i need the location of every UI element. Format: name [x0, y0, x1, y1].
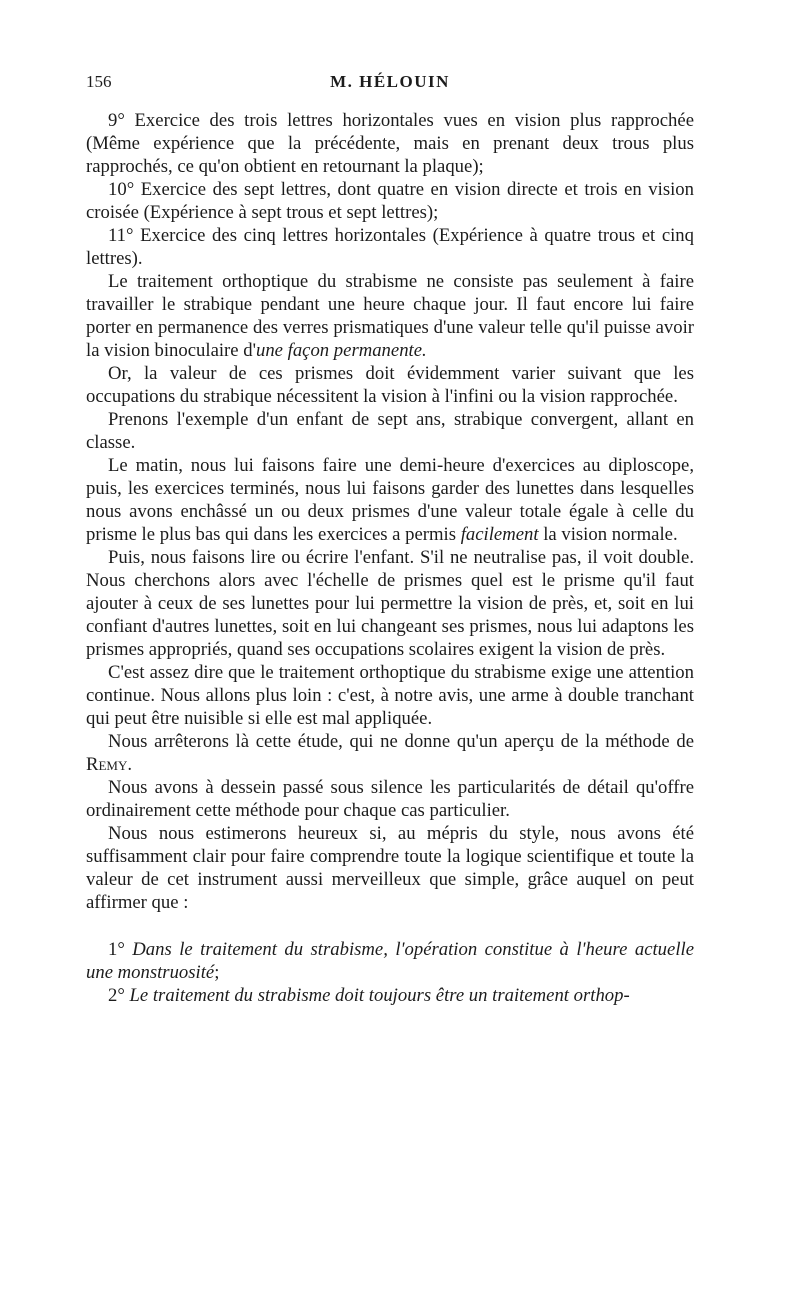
- italic-text: facilement: [460, 524, 539, 545]
- italic-text: Le traitement du strabisme doit toujours être un traitement orthop-: [129, 985, 630, 1006]
- paragraph-reading: Puis, nous faisons lire ou écrire l'enfant. S'il ne neutralise pas, il voit double. Nous cherchons alors avec l'échelle de prismes quel est le prisme qu'il faut ajouter à ceux de ses lunettes pour lui permettre la vision de près, et, soit en lui confiant d'autres lunettes, soit en lui changeant ses prismes, nous lui adaptons les prismes appropriés, quand ses occupations scolaires exigent la vision de près.: [86, 547, 694, 660]
- conclusion-point-2: [86, 984, 694, 1007]
- paragraph-treatment: [86, 270, 694, 362]
- paragraph-morning: [86, 454, 694, 546]
- paragraph-exercise-9: 9° Exercice des trois lettres horizontales vues en vision plus rapprochée (Même expérience que la précédente, mais en prenant deux trous plus rapprochés, ce qu'on obtient en retournant la plaque);: [86, 110, 694, 177]
- paragraph-conclusion: [86, 730, 694, 776]
- author-name: Remy: [86, 754, 128, 775]
- paragraph-exercise-10: 10° Exercice des sept lettres, dont quatre en vision directe et trois en vision croisée (Expérience à sept trous et sept lettres);: [86, 179, 694, 223]
- paragraph-hope: Nous nous estimerons heureux si, au mépris du style, nous avons été suffisamment clair pour faire comprendre toute la logique scientifique et toute la valeur de cet instrument aussi merveilleux que simple, grâce auquel on peut affirmer que :: [86, 823, 694, 913]
- list-number: 2°: [108, 985, 130, 1006]
- paragraph-text: Nous arrêterons là cette étude, qui ne donne qu'un aperçu de la méthode de: [108, 731, 694, 752]
- running-header: [86, 72, 694, 100]
- paragraph-text: ;: [214, 962, 220, 983]
- italic-text: Dans le traitement du strabisme, l'opération constitue à l'heure actuelle une monstruosité: [86, 939, 694, 983]
- paragraph-text: Le matin, nous lui faisons faire une demi-heure d'exercices au diploscope, puis, les exercices terminés, nous lui faisons garder des lunettes dans lesquelles nous avons enchâssé un ou deux prismes d'une valeur totale égale à celle du prisme le plus bas qui dans les exercices a permis: [86, 455, 694, 545]
- paragraph-prisms: Or, la valeur de ces prismes doit évidemment varier suivant que les occupations du strabique nécessitent la vision à l'infini ou la vision rapprochée.: [86, 363, 694, 407]
- body-text: [86, 109, 694, 1007]
- paragraph-example: Prenons l'exemple d'un enfant de sept ans, strabique convergent, allant en classe.: [86, 409, 694, 453]
- list-number: 1°: [108, 939, 133, 960]
- paragraph-text: Le traitement orthoptique du strabisme ne consiste pas seulement à faire travailler le strabique pendant une heure chaque jour. Il faut encore lui faire porter en permanence des verres prismatiques d'une valeur telle qu'il puisse avoir la vision binoculaire d': [86, 271, 694, 361]
- paragraph-silence: Nous avons à dessein passé sous silence les particularités de détail qu'offre ordinairement cette méthode pour chaque cas particulier.: [86, 777, 694, 821]
- paragraph-exercise-11: 11° Exercice des cinq lettres horizontales (Expérience à quatre trous et cinq lettres).: [86, 225, 694, 269]
- paragraph-text: la vision normale.: [538, 524, 678, 545]
- running-title: M. HÉLOUIN: [330, 72, 450, 91]
- page-number: 156: [86, 72, 112, 91]
- italic-text: une façon permanente.: [255, 340, 427, 361]
- paragraph-text: .: [127, 754, 133, 775]
- paragraph-attention: C'est assez dire que le traitement orthoptique du strabisme exige une attention continue. Nous allons plus loin : c'est, à notre avis, une arme à double tranchant qui peut être nuisible si elle est mal appliquée.: [86, 662, 694, 729]
- conclusion-point-1: [86, 938, 694, 984]
